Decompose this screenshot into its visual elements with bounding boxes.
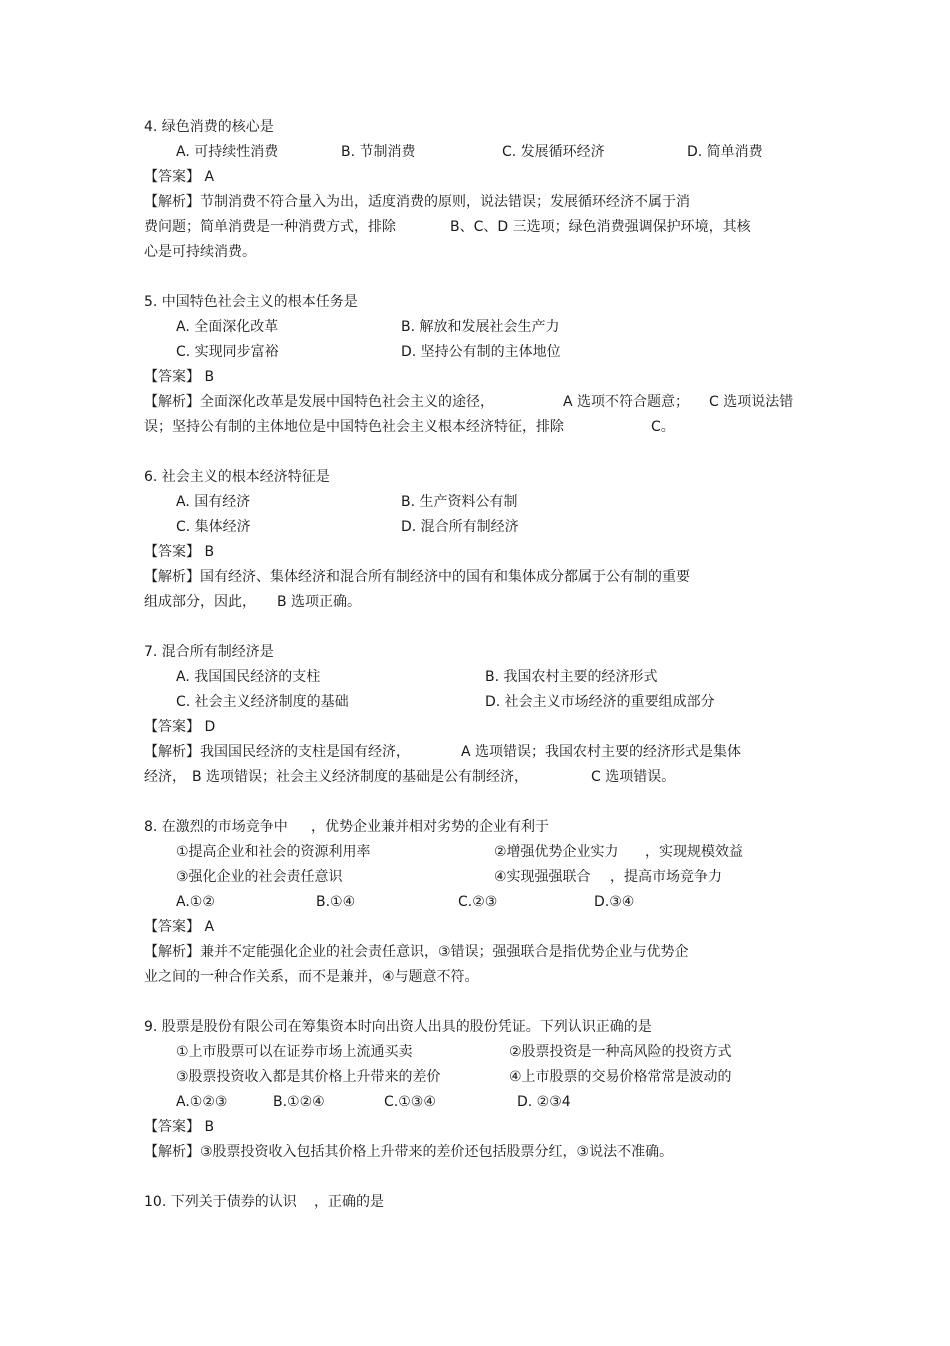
question-4-option-d: D. 简单消费: [687, 144, 763, 160]
question-8-item-3: ③强化企业的社会责任意识: [176, 869, 343, 885]
question-4-analysis-line-3: 心是可持续消费。: [144, 244, 256, 260]
question-4-analysis-line-2b: B、C、D 三选项；绿色消费强调保护环境，其核: [450, 219, 751, 235]
question-6-answer: 【答案】 B: [144, 544, 215, 560]
question-5-analysis-line-2b: C。: [651, 419, 675, 435]
question-9-option-c: C.①③④: [384, 1094, 436, 1110]
question-9-option-b: B.①②④: [273, 1094, 325, 1110]
question-4-analysis-line-1: 【解析】节制消费不符合量入为出，适度消费的原则，说法错误；发展循环经济不属于消: [144, 194, 690, 210]
question-5-analysis-line-1a: 【解析】全面深化改革是发展中国特色社会主义的途径，: [144, 394, 494, 410]
question-8-option-b: B.①④: [316, 894, 356, 910]
question-6-option-c: C. 集体经济: [176, 519, 251, 535]
question-9-item-4: ④上市股票的交易价格常常是波动的: [509, 1069, 732, 1085]
question-5-option-a: A. 全面深化改革: [176, 319, 279, 335]
question-8-item-2b: ，实现规模效益: [645, 844, 743, 860]
question-7-answer: 【答案】 D: [144, 719, 216, 735]
question-8-stem-a: 8. 在激烈的市场竞争中: [144, 819, 288, 835]
question-5-analysis-line-2a: 误；坚持公有制的主体地位是中国特色社会主义根本经济特征，排除: [144, 419, 564, 435]
question-4-option-a: A. 可持续性消费: [176, 144, 279, 160]
question-9-answer: 【答案】 B: [144, 1119, 215, 1135]
question-9-analysis-line-1: 【解析】③股票投资收入包括其价格上升带来的差价还包括股票分红，③说法不准确。: [144, 1144, 674, 1160]
question-8-item-1: ①提高企业和社会的资源利用率: [176, 844, 371, 860]
question-9-item-3: ③股票投资收入都是其价格上升带来的差价: [176, 1069, 441, 1085]
question-10-stem-b: ，正确的是: [314, 1194, 384, 1210]
question-9-option-a: A.①②③: [176, 1094, 228, 1110]
question-7-option-a: A. 我国国民经济的支柱: [176, 669, 321, 685]
question-9-stem: 9. 股票是股份有限公司在筹集资本时向出资人出具的股份凭证。下列认识正确的是: [144, 1019, 652, 1035]
question-8-stem-b: ，优势企业兼并相对劣势的企业有利于: [311, 819, 549, 835]
question-8-item-2a: ②增强优势企业实力: [494, 844, 619, 860]
question-6-analysis-line-2a: 组成部分，因此，: [144, 594, 256, 610]
question-6-analysis-line-2b: B 选项正确。: [277, 594, 362, 610]
question-9-item-2: ②股票投资是一种高风险的投资方式: [509, 1044, 732, 1060]
question-6-option-a: A. 国有经济: [176, 494, 251, 510]
question-7-analysis-line-2b: B 选项错误；社会主义经济制度的基础是公有制经济，: [192, 769, 529, 785]
question-5-analysis-line-1c: C 选项说法错: [709, 394, 794, 410]
question-4-answer: 【答案】 A: [144, 169, 215, 185]
question-9-item-1: ①上市股票可以在证券市场上流通买卖: [176, 1044, 413, 1060]
question-4-analysis-line-2a: 费问题；简单消费是一种消费方式，排除: [144, 219, 396, 235]
question-8-item-4a: ④实现强强联合: [494, 869, 591, 885]
question-8-item-4b: ，提高市场竞争力: [610, 869, 722, 885]
question-7-analysis-line-2a: 经济，: [144, 769, 186, 785]
question-6-analysis-line-1: 【解析】国有经济、集体经济和混合所有制经济中的国有和集体成分都属于公有制的重要: [144, 569, 690, 585]
question-8-analysis-line-1: 【解析】兼并不定能强化企业的社会责任意识，③错误；强强联合是指优势企业与优势企: [144, 944, 689, 960]
question-5-option-c: C. 实现同步富裕: [176, 344, 279, 360]
question-7-option-c: C. 社会主义经济制度的基础: [176, 694, 349, 710]
question-5-option-b: B. 解放和发展社会生产力: [401, 319, 560, 335]
question-7-analysis-line-1b: A 选项错误；我国农村主要的经济形式是集体: [461, 744, 742, 760]
question-4-stem: 4. 绿色消费的核心是: [144, 119, 274, 135]
question-4-option-c: C. 发展循环经济: [502, 144, 605, 160]
question-8-analysis-line-2: 业之间的一种合作关系，而不是兼并，④与题意不符。: [144, 969, 479, 985]
question-8-option-c: C.②③: [458, 894, 498, 910]
question-7-analysis-line-2c: C 选项错误。: [591, 769, 676, 785]
question-8-option-d: D.③④: [594, 894, 635, 910]
question-8-option-a: A.①②: [176, 894, 215, 910]
question-7-option-d: D. 社会主义市场经济的重要组成部分: [485, 694, 715, 710]
question-5-analysis-line-1b: A 选项不符合题意；: [563, 394, 690, 410]
question-5-option-d: D. 坚持公有制的主体地位: [401, 344, 561, 360]
question-6-option-b: B. 生产资料公有制: [401, 494, 518, 510]
question-6-stem: 6. 社会主义的根本经济特征是: [144, 469, 330, 485]
question-8-answer: 【答案】 A: [144, 919, 215, 935]
question-7-analysis-line-1a: 【解析】我国国民经济的支柱是国有经济，: [144, 744, 410, 760]
question-7-option-b: B. 我国农村主要的经济形式: [485, 669, 658, 685]
question-9-option-d: D. ②③4: [517, 1094, 571, 1110]
question-4-option-b: B. 节制消费: [341, 144, 416, 160]
question-6-option-d: D. 混合所有制经济: [401, 519, 519, 535]
question-5-answer: 【答案】 B: [144, 369, 215, 385]
question-10-stem-a: 10. 下列关于债券的认识: [144, 1194, 297, 1210]
question-7-stem: 7. 混合所有制经济是: [144, 644, 274, 660]
question-5-stem: 5. 中国特色社会主义的根本任务是: [144, 294, 358, 310]
